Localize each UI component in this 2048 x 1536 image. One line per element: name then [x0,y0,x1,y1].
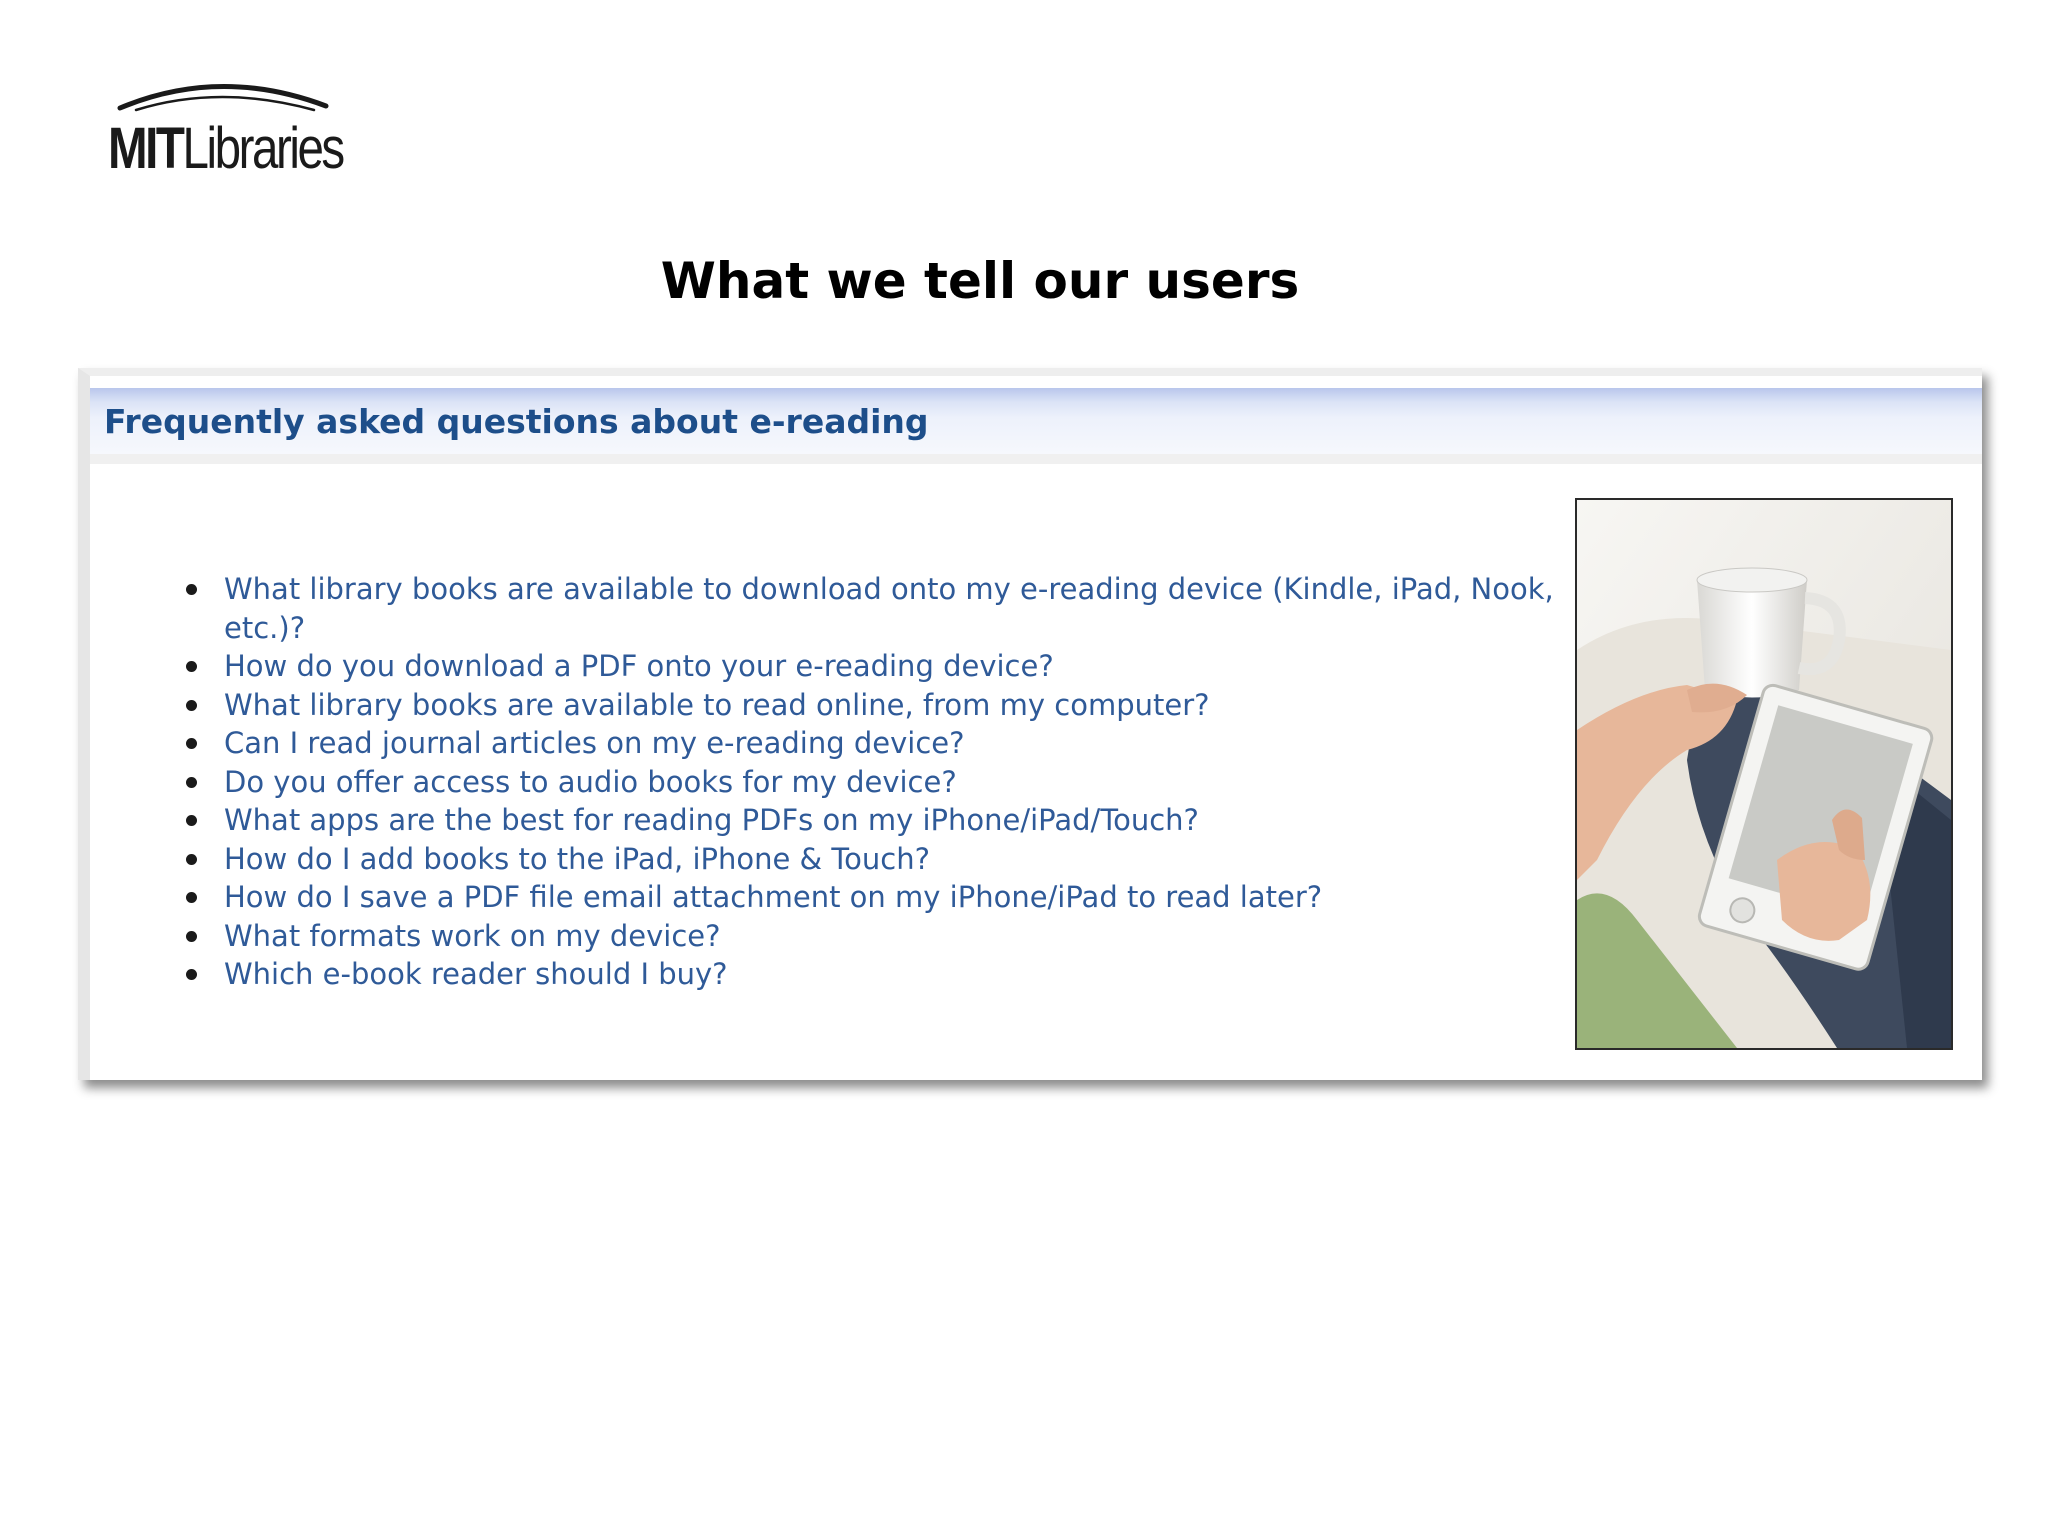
bullet-icon [186,969,197,980]
faq-link[interactable]: How do I add books to the iPad, iPhone & Touch? [224,841,931,876]
bullet-icon [186,738,197,749]
bullet-icon [186,892,197,903]
faq-link[interactable]: How do you download a PDF onto your e-reading device? [224,649,1054,683]
faq-item [184,801,1624,840]
bullet-icon [186,700,197,711]
logo-arc-icon [108,72,348,122]
faq-link[interactable]: What library books are available to read online, from my computer? [224,687,1210,722]
faq-item [184,647,1624,686]
faq-item [184,724,1624,763]
bullet-icon [186,854,197,865]
logo-mit: MIT [108,116,183,181]
faq-link[interactable]: How do I save a PDF file email attachment on my iPhone/iPad to read later? [224,880,1323,914]
slide-title: What we tell our users [660,252,1300,310]
faq-link[interactable]: What formats work on my device? [224,918,721,953]
bullet-icon [186,931,197,942]
faq-item [184,878,1624,917]
faq-screenshot-panel [78,368,1982,1080]
person-reading-ebook-icon [1577,500,1951,1048]
mit-libraries-logo [108,72,348,182]
faq-item [184,840,1624,879]
faq-list [184,570,1624,994]
faq-item [184,917,1624,956]
faq-link[interactable]: What apps are the best for reading PDFs on my iPhone/iPad/Touch? [224,803,1199,837]
faq-link[interactable]: What library books are available to download onto my e-reading device (Kindle, iPad, Nook, etc.)? [224,572,1554,645]
faq-item [184,763,1624,802]
bullet-icon [186,584,197,595]
bullet-icon [186,777,197,788]
faq-header-bar [90,388,1982,464]
bullet-icon [186,815,197,826]
bullet-icon [186,661,197,672]
logo-text [108,116,343,181]
logo-libraries: Libraries [182,116,343,181]
faq-header-title: Frequently asked questions about e-reading [104,402,929,441]
faq-item [184,686,1624,725]
e-reader-photo [1575,498,1953,1050]
faq-item [184,570,1624,647]
faq-link[interactable]: Can I read journal articles on my e-reading device? [224,726,965,760]
faq-link[interactable]: Do you offer access to audio books for my device? [224,764,957,799]
faq-link[interactable]: Which e-book reader should I buy? [224,957,728,991]
faq-item [184,955,1624,994]
